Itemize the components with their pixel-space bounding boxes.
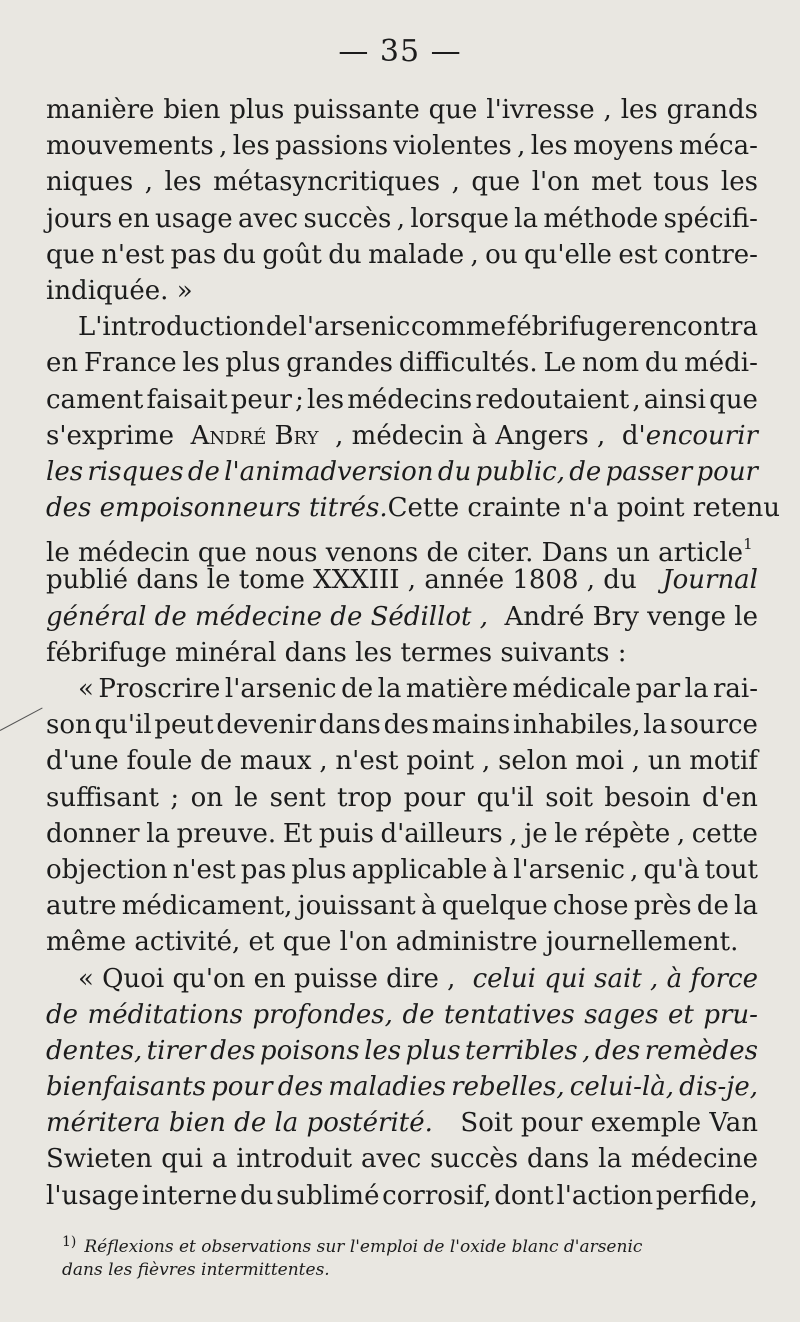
- word: bien: [163, 95, 221, 125]
- word: de: [187, 456, 220, 487]
- word: l'action: [556, 1180, 654, 1211]
- word: la: [514, 203, 538, 234]
- word: jouissant: [297, 891, 416, 922]
- footnote: [62, 1228, 762, 1284]
- word: l'usage: [46, 1180, 140, 1211]
- word: ,: [676, 818, 686, 849]
- word: motif: [689, 746, 758, 777]
- word: qu'il: [94, 710, 152, 741]
- word: trop: [337, 782, 393, 813]
- word: ;: [170, 782, 180, 813]
- text-line: [46, 743, 758, 779]
- word: méditations: [87, 999, 244, 1030]
- text-line: [46, 1141, 758, 1177]
- word: de: [696, 891, 729, 922]
- word: les: [364, 1035, 402, 1066]
- word: devenir: [216, 710, 316, 741]
- word: rencontra: [628, 312, 758, 343]
- word: corrosif,: [382, 1180, 492, 1211]
- text-span: , médecin à Angers ,: [335, 420, 606, 451]
- word: près: [633, 891, 692, 922]
- word: médicale: [512, 674, 632, 704]
- word: ainsi: [643, 384, 706, 415]
- word: avec: [361, 1144, 422, 1175]
- word: la: [684, 674, 709, 704]
- word: pas: [240, 854, 287, 885]
- word: tout: [704, 854, 758, 885]
- word: foule: [126, 746, 193, 777]
- word: est: [618, 239, 658, 270]
- text-line: [46, 201, 758, 237]
- word: plus: [291, 854, 347, 885]
- word: puissante: [293, 95, 420, 125]
- text-line: [46, 92, 758, 128]
- word: bienfaisants: [46, 1072, 206, 1103]
- word: spécifi-: [663, 203, 758, 234]
- word: introduit: [236, 1144, 353, 1175]
- word: inhabiles,: [512, 710, 641, 741]
- word: métasyncritiques: [213, 167, 441, 198]
- word: Et: [282, 818, 313, 849]
- word: cette: [691, 818, 758, 849]
- word: nom: [581, 348, 640, 379]
- margin-mark: [0, 708, 43, 731]
- word: soit: [545, 782, 593, 813]
- footnote-line: [62, 1228, 762, 1256]
- text-span: d': [621, 420, 646, 451]
- text-line: [46, 780, 758, 816]
- text-span: le médecin que nous venons de citer. Dans un article: [46, 538, 744, 569]
- word: les: [620, 95, 658, 125]
- word: dans: [318, 710, 381, 741]
- word: objection: [46, 854, 168, 885]
- word: par: [635, 674, 681, 704]
- word: des: [594, 1035, 641, 1066]
- word: rai-: [712, 674, 758, 704]
- word: l'arsenic: [513, 854, 625, 885]
- word: que: [428, 95, 478, 125]
- word: qu'elle: [523, 239, 612, 270]
- word: celui-là,: [569, 1072, 674, 1103]
- word: maladies: [328, 1072, 446, 1103]
- text-line: [46, 526, 758, 569]
- text-line: [46, 707, 758, 743]
- text-line: [46, 454, 758, 490]
- word: usage: [155, 203, 233, 234]
- word: plus: [405, 1035, 461, 1066]
- word: l'animadversion: [224, 456, 434, 487]
- word: fébrifuge: [506, 312, 628, 343]
- word: cament: [46, 384, 144, 415]
- word: du: [644, 348, 679, 379]
- word: ,: [603, 95, 612, 125]
- word: d'en: [701, 782, 758, 813]
- word: les: [232, 131, 270, 162]
- word: on: [190, 782, 223, 813]
- italic-span: encourir: [645, 420, 758, 451]
- word: peut: [154, 710, 214, 741]
- word: méca-: [679, 131, 758, 162]
- word: un: [647, 746, 682, 777]
- word: ,: [396, 203, 405, 234]
- word: selon: [498, 746, 568, 777]
- word: que: [46, 239, 95, 270]
- text-line: [46, 997, 758, 1033]
- word: son: [46, 710, 92, 741]
- text-line: [46, 1069, 758, 1105]
- text-line: [46, 816, 758, 852]
- text-line: [46, 382, 758, 418]
- text-line: [46, 1105, 758, 1141]
- word: dont: [494, 1180, 554, 1211]
- word: perfide,: [655, 1180, 758, 1211]
- word: tous: [653, 167, 710, 198]
- word: remèdes: [644, 1035, 758, 1066]
- word: de: [200, 746, 233, 777]
- word: difficultés.: [398, 348, 538, 379]
- author-name: André Bry: [190, 420, 319, 451]
- word: niques: [46, 167, 134, 198]
- word: médecins: [347, 384, 473, 415]
- word: la: [734, 891, 758, 922]
- word: autre: [46, 891, 117, 922]
- text-line: même activité, et que l'on administre journellement.: [46, 927, 739, 958]
- text-line: fébrifuge minéral dans les termes suivants :: [46, 637, 627, 668]
- word: passions: [275, 131, 389, 162]
- italic-span: méritera bien de la postérité.: [46, 1108, 433, 1139]
- word: met: [591, 167, 642, 198]
- word: je: [524, 818, 548, 849]
- text-span: publié dans le tome XXXIII , année 1808 , du: [46, 565, 637, 596]
- word: faisait: [146, 384, 228, 415]
- text-line: [46, 345, 758, 381]
- word: manière: [46, 95, 155, 125]
- word: risques: [87, 456, 184, 487]
- word: à: [492, 854, 509, 885]
- word: Proscrire: [98, 674, 221, 704]
- word: Le: [543, 348, 577, 379]
- text-line: [46, 1178, 758, 1214]
- word: grandes: [286, 348, 393, 379]
- word: ,: [144, 167, 153, 198]
- word: à: [420, 891, 437, 922]
- word: ,: [632, 384, 641, 415]
- word: la: [598, 1144, 622, 1175]
- italic-span: Journal: [662, 565, 758, 596]
- word: les: [307, 384, 345, 415]
- word: du: [239, 1180, 274, 1211]
- page-number: — 35 —: [338, 34, 462, 69]
- word: dans: [526, 1144, 590, 1175]
- word: la: [377, 674, 402, 704]
- word: jours: [46, 203, 113, 234]
- word: France: [83, 348, 177, 379]
- word: des: [277, 1072, 324, 1103]
- word: applicable: [351, 854, 488, 885]
- text-line: [46, 961, 758, 997]
- text-line: [46, 852, 758, 888]
- word: moyens: [573, 131, 674, 162]
- word: point: [406, 746, 475, 777]
- word: succès: [303, 203, 392, 234]
- word: sublimé: [276, 1180, 380, 1211]
- word: pour: [211, 1072, 273, 1103]
- word: de: [341, 674, 374, 704]
- text-line: [46, 671, 758, 707]
- word: du: [437, 456, 472, 487]
- word: mains: [431, 710, 511, 741]
- word: besoin: [604, 782, 691, 813]
- word: pru-: [703, 999, 758, 1030]
- word: la: [643, 710, 668, 741]
- word: répète: [584, 818, 671, 849]
- word: l'arsenic: [298, 312, 411, 343]
- word: de: [569, 456, 602, 487]
- word: puis: [318, 818, 374, 849]
- word: dis-je,: [679, 1072, 758, 1103]
- footnote-span: Réflexions et observations sur l'emploi de l'oxide blanc d'arsenic: [84, 1237, 643, 1257]
- word: du: [328, 239, 362, 270]
- word: L'introduction: [78, 312, 266, 343]
- word: comme: [410, 312, 506, 343]
- word: que: [709, 384, 758, 415]
- word: le: [234, 782, 259, 813]
- word: de: [46, 999, 79, 1030]
- word: tentatives: [443, 999, 575, 1030]
- word: de: [265, 312, 298, 343]
- italic-span: général de médecine de Sédillot ,: [46, 601, 489, 632]
- body-text: [46, 92, 780, 1214]
- word: les: [164, 167, 202, 198]
- text-line: [46, 237, 758, 273]
- word: avec: [237, 203, 299, 234]
- word: redoutaient: [475, 384, 630, 415]
- word: mouvements: [46, 131, 214, 162]
- word: pour: [696, 456, 758, 487]
- word: succès: [430, 1144, 519, 1175]
- word: violentes: [393, 131, 512, 162]
- word: grands: [666, 95, 758, 125]
- footnote-mark: 1): [62, 1234, 77, 1250]
- word: le: [554, 818, 578, 849]
- text-line: [46, 888, 758, 924]
- word: maux: [239, 746, 312, 777]
- word: quelque: [441, 891, 548, 922]
- word: suffisant: [46, 782, 159, 813]
- italic-span: celui qui sait , à force: [472, 963, 758, 994]
- word: pas: [170, 239, 217, 270]
- word: public,: [475, 456, 565, 487]
- word: ,: [631, 746, 641, 777]
- word: des: [210, 1035, 256, 1066]
- word: poisons: [259, 1035, 360, 1066]
- word: d'une: [46, 746, 119, 777]
- word: terribles: [465, 1035, 578, 1066]
- word: d'ailleurs: [380, 818, 503, 849]
- word: lorsque: [410, 203, 509, 234]
- word: donner: [46, 818, 140, 849]
- text-span: André Bry venge le: [504, 601, 758, 632]
- word: méthode: [543, 203, 659, 234]
- word: l'on: [531, 167, 580, 198]
- word: a: [211, 1144, 228, 1175]
- word: les: [182, 348, 220, 379]
- text-line: [46, 599, 758, 635]
- word: les: [530, 131, 568, 162]
- word: qui: [161, 1144, 203, 1175]
- word: tirer: [146, 1035, 206, 1066]
- word: plus: [225, 348, 281, 379]
- word: l'arsenic: [224, 674, 337, 704]
- text-line: [46, 309, 758, 345]
- footnote-line: dans les fièvres intermittentes.: [62, 1260, 330, 1280]
- word: ,: [481, 746, 491, 777]
- word: qu'il: [476, 782, 534, 813]
- word: n'est: [172, 854, 236, 885]
- word: ou: [485, 239, 518, 270]
- word: interne: [141, 1180, 238, 1211]
- word: ,: [219, 131, 228, 162]
- text-span: s'exprime: [46, 420, 174, 451]
- word: médecine: [630, 1144, 758, 1175]
- text-span: [46, 526, 753, 569]
- word: contre-: [663, 239, 758, 270]
- word: ,: [582, 1035, 591, 1066]
- footnote-text: [62, 1228, 642, 1256]
- word: ,: [470, 239, 479, 270]
- word: n'est: [335, 746, 399, 777]
- word: de: [402, 999, 435, 1030]
- word: sages: [584, 999, 659, 1030]
- word: n'est: [101, 239, 165, 270]
- word: l'ivresse: [486, 95, 595, 125]
- word: et: [667, 999, 694, 1030]
- word: dentes,: [46, 1035, 143, 1066]
- word: matière: [405, 674, 508, 704]
- word: moi: [575, 746, 624, 777]
- word: peur: [230, 384, 292, 415]
- text-span: Cette crainte n'a point retenu: [387, 493, 780, 524]
- text-line: [46, 164, 758, 200]
- word: passer: [605, 456, 693, 487]
- word: en: [46, 348, 79, 379]
- word: la: [146, 818, 171, 849]
- word: goût: [262, 239, 322, 270]
- word: du: [222, 239, 256, 270]
- word: en: [117, 203, 150, 234]
- word: médi-: [684, 348, 758, 379]
- text-span: [622, 418, 758, 454]
- word: «: [78, 674, 94, 704]
- word: ,: [517, 131, 526, 162]
- word: source: [669, 710, 758, 741]
- text-span: Soit pour exemple Van: [460, 1108, 758, 1139]
- word: ,: [319, 746, 328, 777]
- word: ,: [451, 167, 460, 198]
- word: rebelles,: [451, 1072, 565, 1103]
- word: ;: [295, 384, 304, 415]
- italic-span: des empoisonneurs titrés.: [46, 493, 388, 524]
- text-line: indiquée. »: [46, 275, 193, 306]
- word: ,: [630, 854, 639, 885]
- word: les: [46, 456, 84, 487]
- word: profondes,: [252, 999, 393, 1030]
- word: plus: [229, 95, 285, 125]
- word: sent: [269, 782, 326, 813]
- footnote-ref: 1: [743, 535, 753, 554]
- word: malade: [368, 239, 465, 270]
- word: pour: [403, 782, 466, 813]
- word: Swieten: [46, 1144, 153, 1175]
- text-line: [46, 1033, 758, 1069]
- word: qu'à: [643, 854, 700, 885]
- word: que: [471, 167, 521, 198]
- text-span: « Quoi qu'on en puisse dire ,: [78, 963, 456, 994]
- word: ,: [509, 818, 518, 849]
- word: preuve.: [176, 818, 277, 849]
- word: médicament,: [121, 891, 293, 922]
- word: des: [383, 710, 429, 741]
- text-line: [46, 128, 758, 164]
- text-line: [46, 490, 780, 526]
- word: chose: [552, 891, 629, 922]
- word: les: [720, 167, 758, 198]
- text-line: [46, 418, 758, 454]
